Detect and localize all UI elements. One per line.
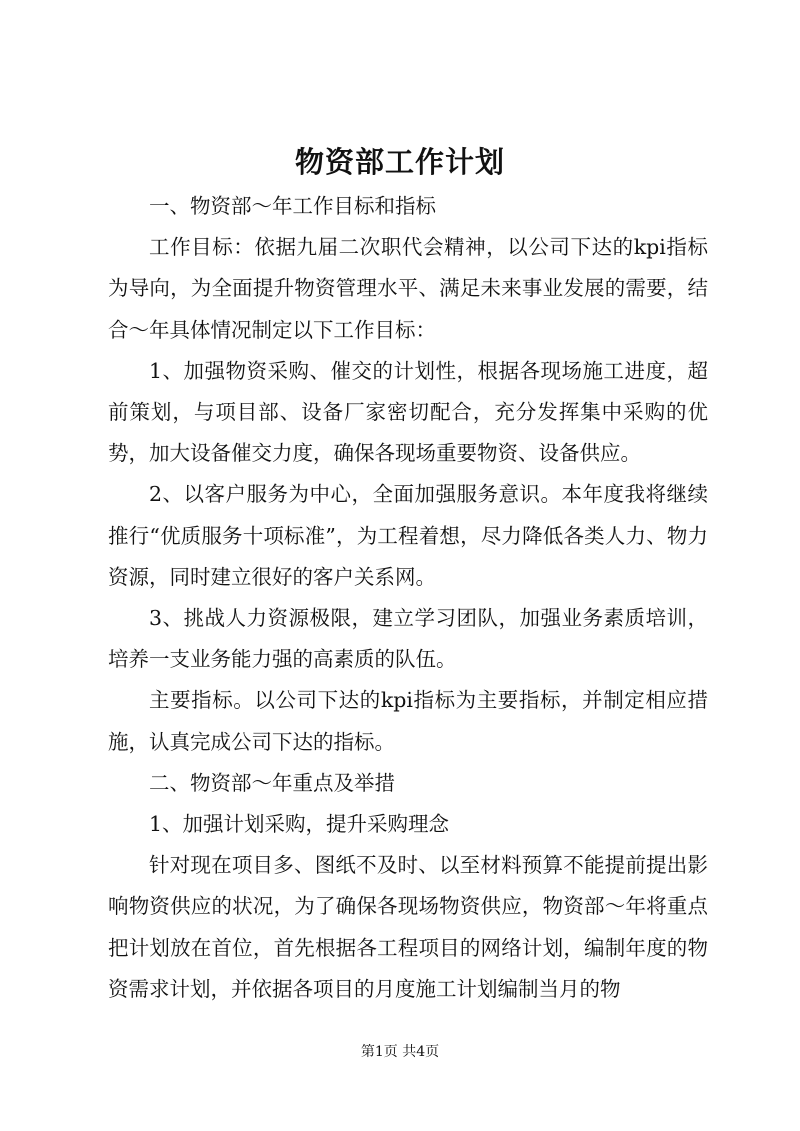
paragraph-item-1: 1、加强物资采购、催交的计划性，根据各现场施工进度，超前策划，与项目部、设备厂家密切配合，充分发挥集中采购的优势，加大设备催交力度，确保各现场重要物资、设备供应。 (108, 358, 708, 466)
page-footer: 第1页 共4页 (360, 1044, 440, 1060)
paragraph-plan-details: 针对现在项目多、图纸不及时、以至材料预算不能提前提出影响物资供应的状况，为了确保各现场物资供应，物资部～年将重点把计划放在首位，首先根据各工程项目的网络计划，编制年度的物资需求计划，并依据各项目的月度施工计划编制当月的物 (108, 853, 708, 1001)
paragraph-item-3: 3、挑战人力资源极限，建立学习团队，加强业务素质培训，培养一支业务能力强的高素质的队伍。 (108, 606, 708, 672)
paragraph-main-indicators: 主要指标。以公司下达的kpi指标为主要指标，并制定相应措施，认真完成公司下达的指标。 (108, 688, 708, 754)
section-heading-goals: 一、物资部～年工作目标和指标 (149, 194, 436, 218)
document-title: 物资部工作计划 (294, 145, 505, 179)
paragraph-item-2: 2、以客户服务为中心，全面加强服务意识。本年度我将继续推行“优质服务十项标准”，为工程着想，尽力降低各类人力、物力资源，同时建立很好的客户关系网。 (108, 482, 708, 589)
section-heading-measures: 二、物资部～年重点及举措 (149, 770, 395, 795)
paragraph-work-goal: 工作目标：依据九届二次职代会精神，以公司下达的kpi指标为导向，为全面提升物资管理水平、满足未来事业发展的需要，结合～年具体情况制定以下工作目标： (108, 235, 708, 342)
subheading-plan-purchasing: 1、加强计划采购，提升采购理念 (149, 812, 450, 837)
document-body (108, 186, 708, 1010)
